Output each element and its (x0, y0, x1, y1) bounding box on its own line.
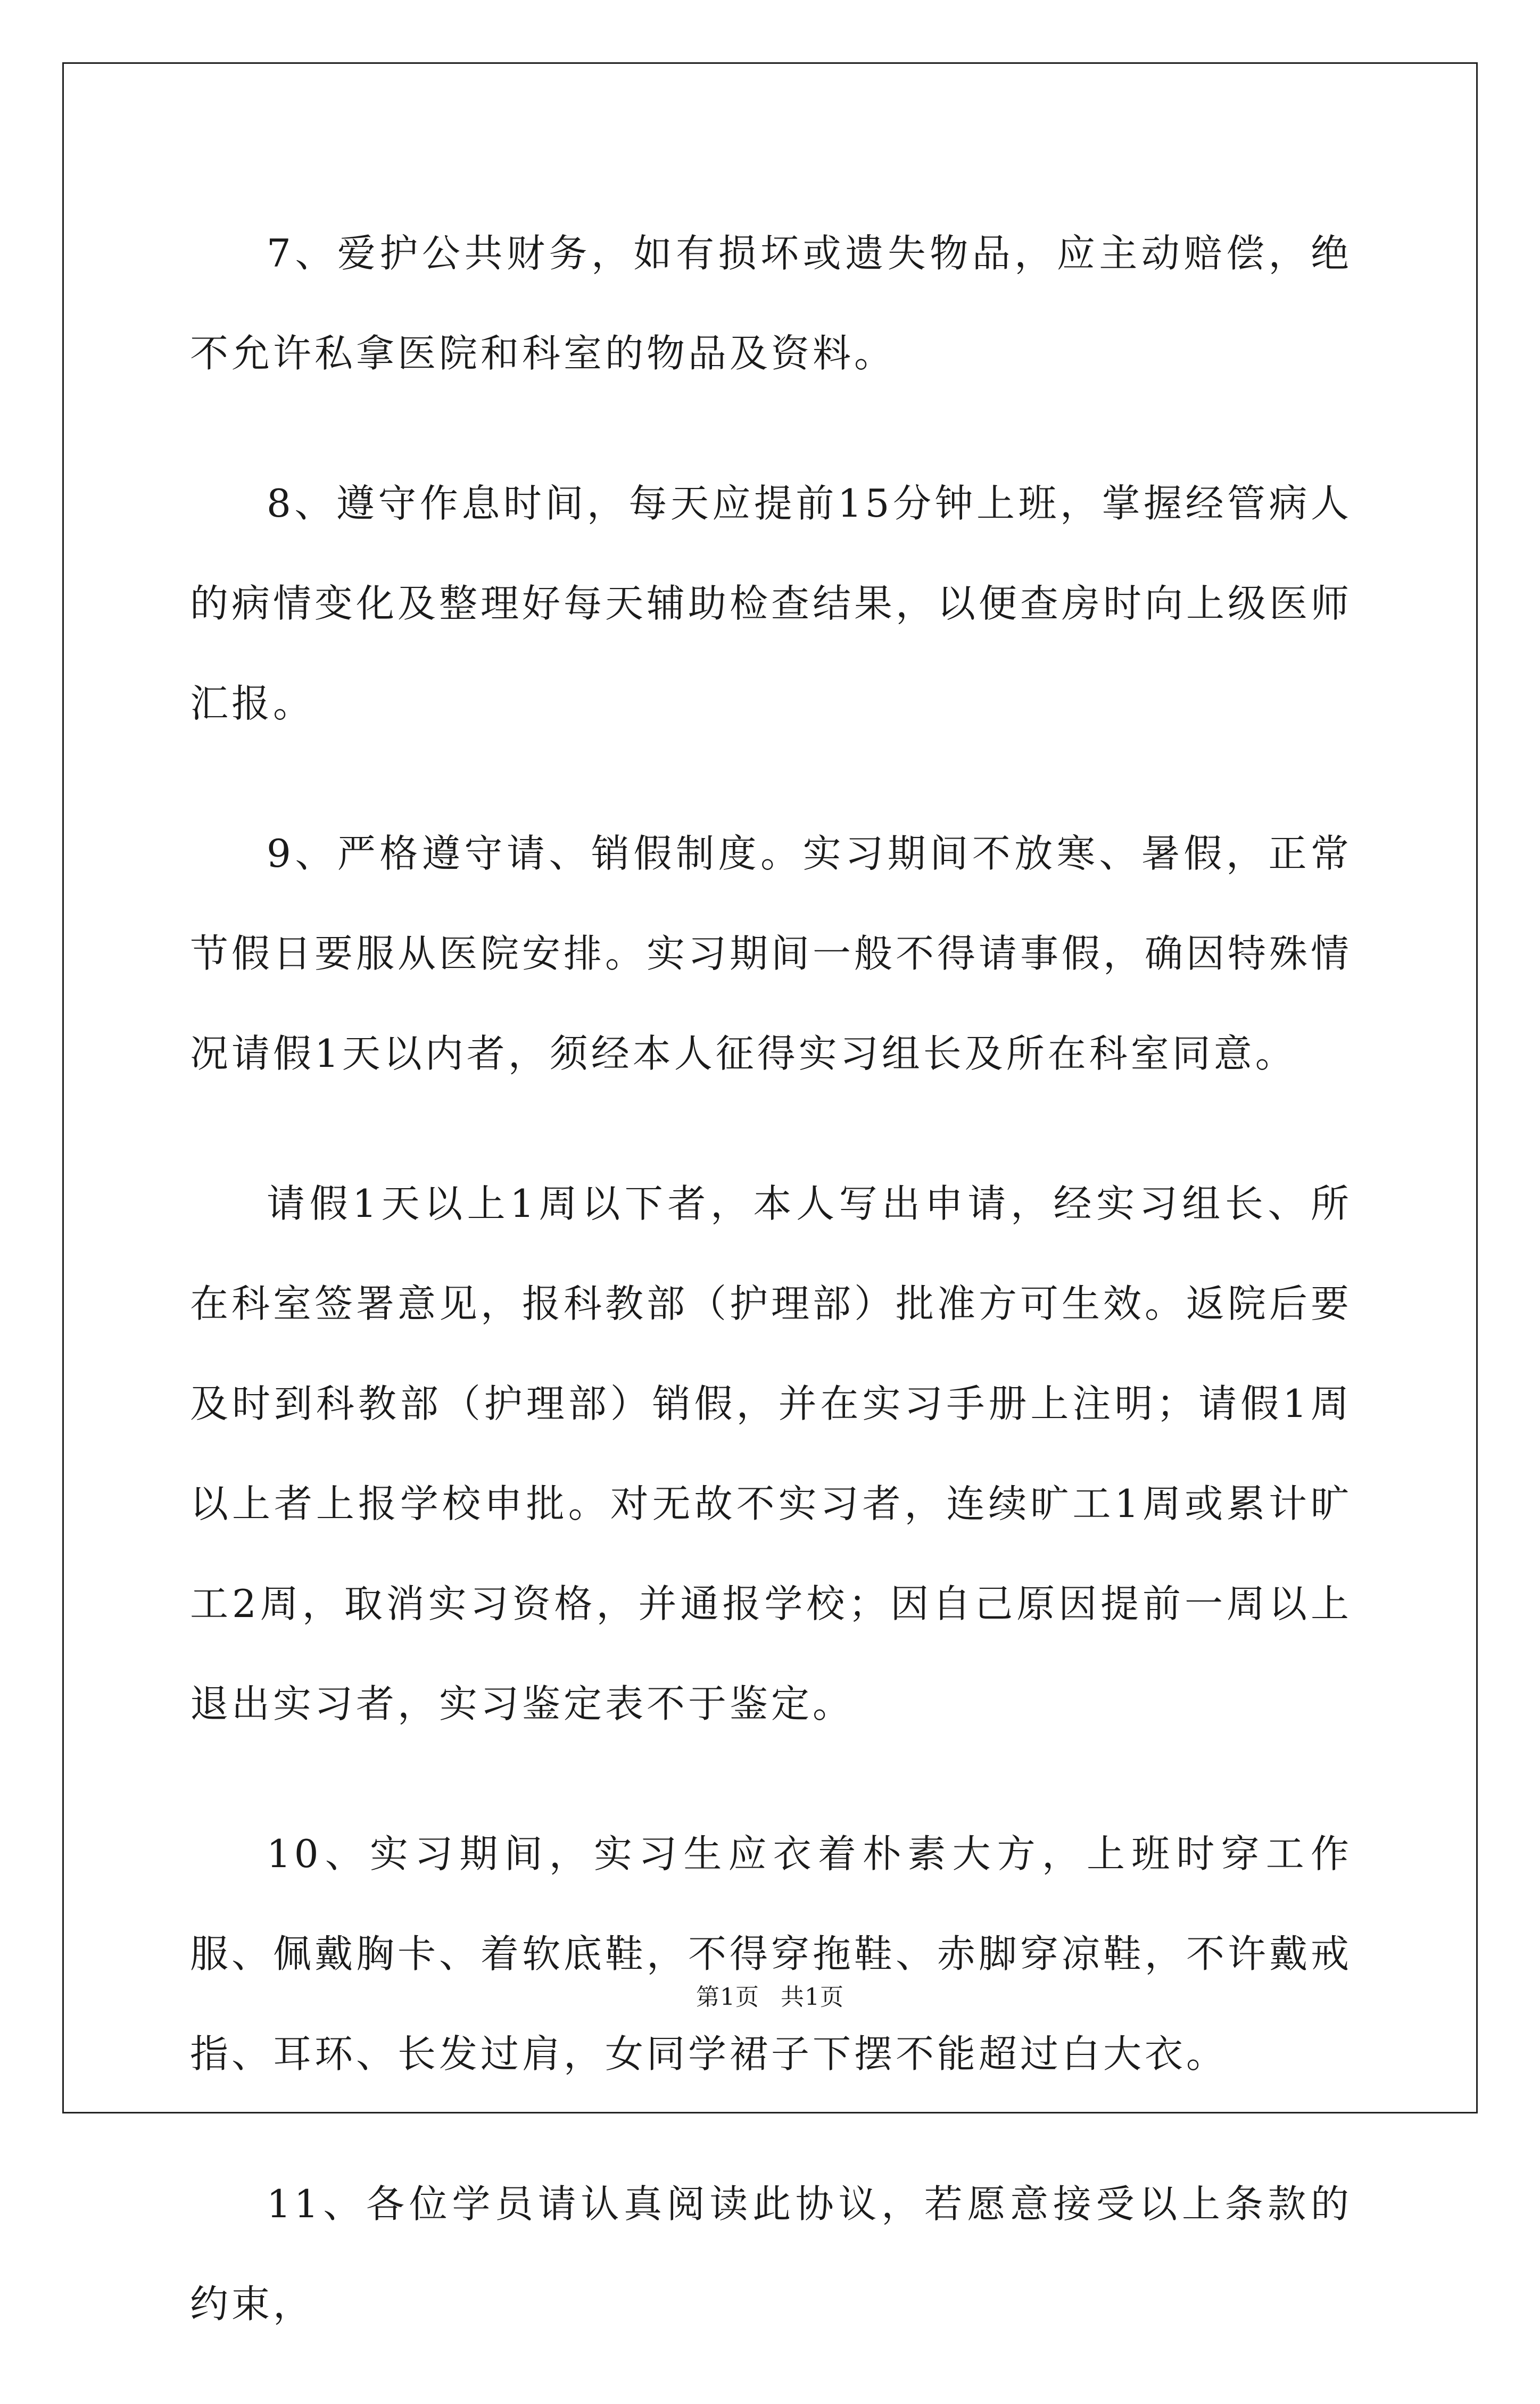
paragraph-10: 10、实习期间，实习生应衣着朴素大方，上班时穿工作服、佩戴胸卡、着软底鞋，不得穿拖鞋、赤脚穿凉鞋，不许戴戒指、耳环、长发过肩，女同学裙子下摆不能超过白大衣。 (190, 1831, 1353, 2076)
paragraph-leave-policy: 请假1天以上1周以下者，本人写出申请，经实习组长、所在科室签署意见，报科教部（护理部）批准方可生效。返院后要及时到科教部（护理部）销假，并在实习手册上注明；请假1周以上者上报学校申批。对无故不实习者，连续旷工1周或累计旷工2周，取消实习资格，并通报学校；因自己原因提前一周以上退出实习者，实习鉴定表不于鉴定。 (190, 1181, 1353, 1726)
page-footer (0, 1982, 1540, 2013)
paragraph-9: 9、严格遵守请、销假制度。实习期间不放寒、暑假，正常节假日要服从医院安排。实习期间一般不得请事假，确因特殊情况请假1天以内者，须经本人征得实习组长及所在科室同意。 (190, 831, 1353, 1076)
paragraph-11: 11、各位学员请认真阅读此协议，若愿意接受以上条款的约束， (190, 2182, 1352, 2326)
paragraph-8: 8、遵守作息时间，每天应提前15分钟上班，掌握经管病人的病情变化及整理好每天辅助检查结果，以便查房时向上级医师汇报。 (190, 481, 1353, 726)
page-total: 共1页 (781, 1984, 844, 2011)
page-number: 第1页 (696, 1984, 759, 2011)
paragraph-7: 7、爱护公共财务，如有损坏或遗失物品，应主动赔偿，绝不允许私拿医院和科室的物品及资料。 (190, 231, 1352, 376)
document-body (190, 203, 1352, 2404)
